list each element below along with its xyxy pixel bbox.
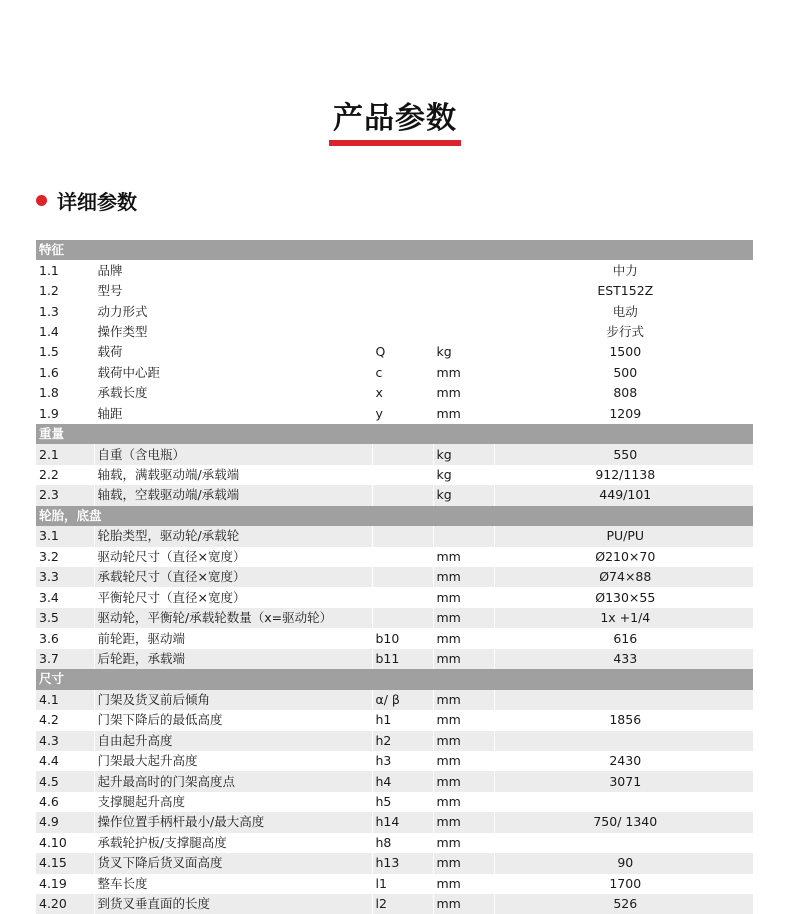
cell-code: 4.19 [36, 874, 94, 894]
cell-label: 自重（含电瓶） [94, 444, 372, 464]
cell-value: 1x +1/4 [494, 608, 753, 628]
cell-value: 步行式 [494, 322, 753, 342]
cell-code: 4.2 [36, 710, 94, 730]
cell-label: 到货叉垂直面的长度 [94, 894, 372, 914]
cell-unit: kg [433, 485, 494, 505]
cell-code: 4.1 [36, 690, 94, 710]
cell-symbol [372, 608, 433, 628]
cell-unit: mm [433, 812, 494, 832]
cell-symbol: h4 [372, 771, 433, 791]
page-title-wrap [0, 100, 790, 146]
table-row [36, 444, 753, 464]
cell-code: 1.2 [36, 281, 94, 301]
cell-code: 4.9 [36, 812, 94, 832]
cell-unit: mm [433, 547, 494, 567]
cell-symbol: h2 [372, 731, 433, 751]
cell-value: 3071 [494, 771, 753, 791]
cell-unit: mm [433, 894, 494, 914]
cell-symbol: c [372, 363, 433, 383]
cell-unit: mm [433, 792, 494, 812]
cell-value: 中力 [494, 260, 753, 280]
table-row [36, 485, 753, 505]
group-header-row [36, 506, 753, 526]
cell-value: 1209 [494, 404, 753, 424]
cell-value [494, 833, 753, 853]
table-row [36, 547, 753, 567]
table-row [36, 628, 753, 648]
cell-unit [433, 260, 494, 280]
cell-unit: mm [433, 690, 494, 710]
cell-label: 承载长度 [94, 383, 372, 403]
cell-code: 1.9 [36, 404, 94, 424]
cell-value: 500 [494, 363, 753, 383]
cell-value [494, 731, 753, 751]
cell-value: Ø210×70 [494, 547, 753, 567]
cell-value: 912/1138 [494, 465, 753, 485]
cell-label: 载荷 [94, 342, 372, 362]
table-row [36, 792, 753, 812]
table-row [36, 281, 753, 301]
cell-unit: mm [433, 771, 494, 791]
group-header: 重量 [36, 424, 753, 444]
table-row [36, 342, 753, 362]
page-title: 产品参数 [329, 100, 461, 146]
cell-unit: mm [433, 649, 494, 669]
cell-symbol: x [372, 383, 433, 403]
cell-symbol [372, 301, 433, 321]
table-row [36, 894, 753, 914]
cell-value: Ø130×55 [494, 587, 753, 607]
cell-unit: mm [433, 587, 494, 607]
cell-code: 4.5 [36, 771, 94, 791]
table-row [36, 853, 753, 873]
cell-label: 驱动轮尺寸（直径×宽度） [94, 547, 372, 567]
cell-unit: mm [433, 874, 494, 894]
cell-code: 1.5 [36, 342, 94, 362]
cell-code: 3.6 [36, 628, 94, 648]
cell-label: 轴载，空载驱动端/承载端 [94, 485, 372, 505]
cell-code: 3.2 [36, 547, 94, 567]
table-row [36, 771, 753, 791]
cell-symbol: h13 [372, 853, 433, 873]
cell-symbol: l2 [372, 894, 433, 914]
cell-symbol [372, 547, 433, 567]
cell-code: 4.15 [36, 853, 94, 873]
group-header-row [36, 240, 753, 260]
group-header: 特征 [36, 240, 753, 260]
table-row [36, 465, 753, 485]
cell-unit: mm [433, 404, 494, 424]
section-header [36, 186, 137, 215]
cell-code: 1.8 [36, 383, 94, 403]
table-row [36, 301, 753, 321]
cell-symbol: α/ β [372, 690, 433, 710]
cell-value: EST152Z [494, 281, 753, 301]
cell-unit: kg [433, 444, 494, 464]
cell-symbol [372, 587, 433, 607]
cell-symbol [372, 567, 433, 587]
cell-value: 616 [494, 628, 753, 648]
cell-symbol: h3 [372, 751, 433, 771]
cell-label: 品牌 [94, 260, 372, 280]
group-header: 轮胎，底盘 [36, 506, 753, 526]
cell-code: 3.7 [36, 649, 94, 669]
cell-label: 型号 [94, 281, 372, 301]
cell-code: 2.2 [36, 465, 94, 485]
cell-label: 驱动轮，平衡轮/承载轮数量（x=驱动轮） [94, 608, 372, 628]
cell-label: 前轮距，驱动端 [94, 628, 372, 648]
cell-label: 支撑腿起升高度 [94, 792, 372, 812]
cell-label: 门架最大起升高度 [94, 751, 372, 771]
cell-unit [433, 301, 494, 321]
cell-unit: kg [433, 465, 494, 485]
cell-label: 轮胎类型，驱动轮/承载轮 [94, 526, 372, 546]
table-row [36, 260, 753, 280]
table-row [36, 833, 753, 853]
group-header-row [36, 424, 753, 444]
table-row [36, 383, 753, 403]
cell-code: 1.3 [36, 301, 94, 321]
cell-label: 整车长度 [94, 874, 372, 894]
cell-unit: mm [433, 628, 494, 648]
cell-value: PU/PU [494, 526, 753, 546]
cell-code: 4.10 [36, 833, 94, 853]
cell-label: 货叉下降后货叉面高度 [94, 853, 372, 873]
cell-label: 载荷中心距 [94, 363, 372, 383]
table-row [36, 608, 753, 628]
cell-label: 动力形式 [94, 301, 372, 321]
cell-symbol: l1 [372, 874, 433, 894]
table-row [36, 587, 753, 607]
cell-label: 操作位置手柄杆最小/最大高度 [94, 812, 372, 832]
cell-value [494, 690, 753, 710]
cell-code: 3.5 [36, 608, 94, 628]
cell-value: 550 [494, 444, 753, 464]
cell-label: 自由起升高度 [94, 731, 372, 751]
table-row [36, 526, 753, 546]
table-row [36, 404, 753, 424]
cell-value: 808 [494, 383, 753, 403]
table-row [36, 649, 753, 669]
cell-code: 3.4 [36, 587, 94, 607]
cell-value: 750/ 1340 [494, 812, 753, 832]
cell-unit: kg [433, 342, 494, 362]
cell-unit [433, 281, 494, 301]
cell-code: 4.4 [36, 751, 94, 771]
cell-value: 2430 [494, 751, 753, 771]
cell-value: 1500 [494, 342, 753, 362]
cell-value [494, 792, 753, 812]
cell-symbol: h1 [372, 710, 433, 730]
cell-label: 起升最高时的门架高度点 [94, 771, 372, 791]
cell-label: 承载轮尺寸（直径×宽度） [94, 567, 372, 587]
cell-code: 1.6 [36, 363, 94, 383]
cell-unit: mm [433, 710, 494, 730]
table-row [36, 812, 753, 832]
cell-unit: mm [433, 383, 494, 403]
bullet-dot-icon [36, 195, 47, 206]
cell-code: 2.1 [36, 444, 94, 464]
cell-symbol [372, 444, 433, 464]
cell-symbol: b11 [372, 649, 433, 669]
cell-unit [433, 322, 494, 342]
cell-unit: mm [433, 853, 494, 873]
cell-symbol [372, 465, 433, 485]
cell-label: 门架下降后的最低高度 [94, 710, 372, 730]
table-row [36, 322, 753, 342]
cell-value: 1700 [494, 874, 753, 894]
table-row [36, 363, 753, 383]
cell-code: 3.3 [36, 567, 94, 587]
cell-value: Ø74×88 [494, 567, 753, 587]
cell-unit: mm [433, 567, 494, 587]
cell-symbol [372, 260, 433, 280]
table-row [36, 751, 753, 771]
cell-value: 526 [494, 894, 753, 914]
cell-symbol [372, 526, 433, 546]
cell-code: 1.1 [36, 260, 94, 280]
spec-table [36, 240, 753, 914]
cell-value: 1856 [494, 710, 753, 730]
cell-code: 4.3 [36, 731, 94, 751]
table-row [36, 874, 753, 894]
cell-code: 2.3 [36, 485, 94, 505]
cell-unit: mm [433, 608, 494, 628]
cell-label: 承载轮护板/支撑腿高度 [94, 833, 372, 853]
cell-symbol: h8 [372, 833, 433, 853]
cell-value: 449/101 [494, 485, 753, 505]
cell-label: 轴距 [94, 404, 372, 424]
section-title: 详细参数 [57, 190, 137, 214]
cell-label: 平衡轮尺寸（直径×宽度） [94, 587, 372, 607]
cell-label: 门架及货叉前后倾角 [94, 690, 372, 710]
cell-code: 4.20 [36, 894, 94, 914]
cell-unit: mm [433, 363, 494, 383]
cell-value: 电动 [494, 301, 753, 321]
cell-symbol: Q [372, 342, 433, 362]
cell-symbol: h14 [372, 812, 433, 832]
cell-label: 后轮距，承载端 [94, 649, 372, 669]
table-row [36, 710, 753, 730]
cell-symbol: y [372, 404, 433, 424]
table-row [36, 567, 753, 587]
cell-unit: mm [433, 751, 494, 771]
cell-symbol [372, 485, 433, 505]
cell-code: 4.6 [36, 792, 94, 812]
cell-value: 433 [494, 649, 753, 669]
cell-value: 90 [494, 853, 753, 873]
table-row [36, 690, 753, 710]
cell-unit: mm [433, 833, 494, 853]
group-header-row [36, 669, 753, 689]
table-row [36, 731, 753, 751]
group-header: 尺寸 [36, 669, 753, 689]
cell-symbol: b10 [372, 628, 433, 648]
cell-symbol [372, 322, 433, 342]
cell-symbol: h5 [372, 792, 433, 812]
cell-unit: mm [433, 731, 494, 751]
cell-label: 轴载，满载驱动端/承载端 [94, 465, 372, 485]
cell-label: 操作类型 [94, 322, 372, 342]
cell-unit [433, 526, 494, 546]
cell-code: 1.4 [36, 322, 94, 342]
cell-symbol [372, 281, 433, 301]
cell-code: 3.1 [36, 526, 94, 546]
